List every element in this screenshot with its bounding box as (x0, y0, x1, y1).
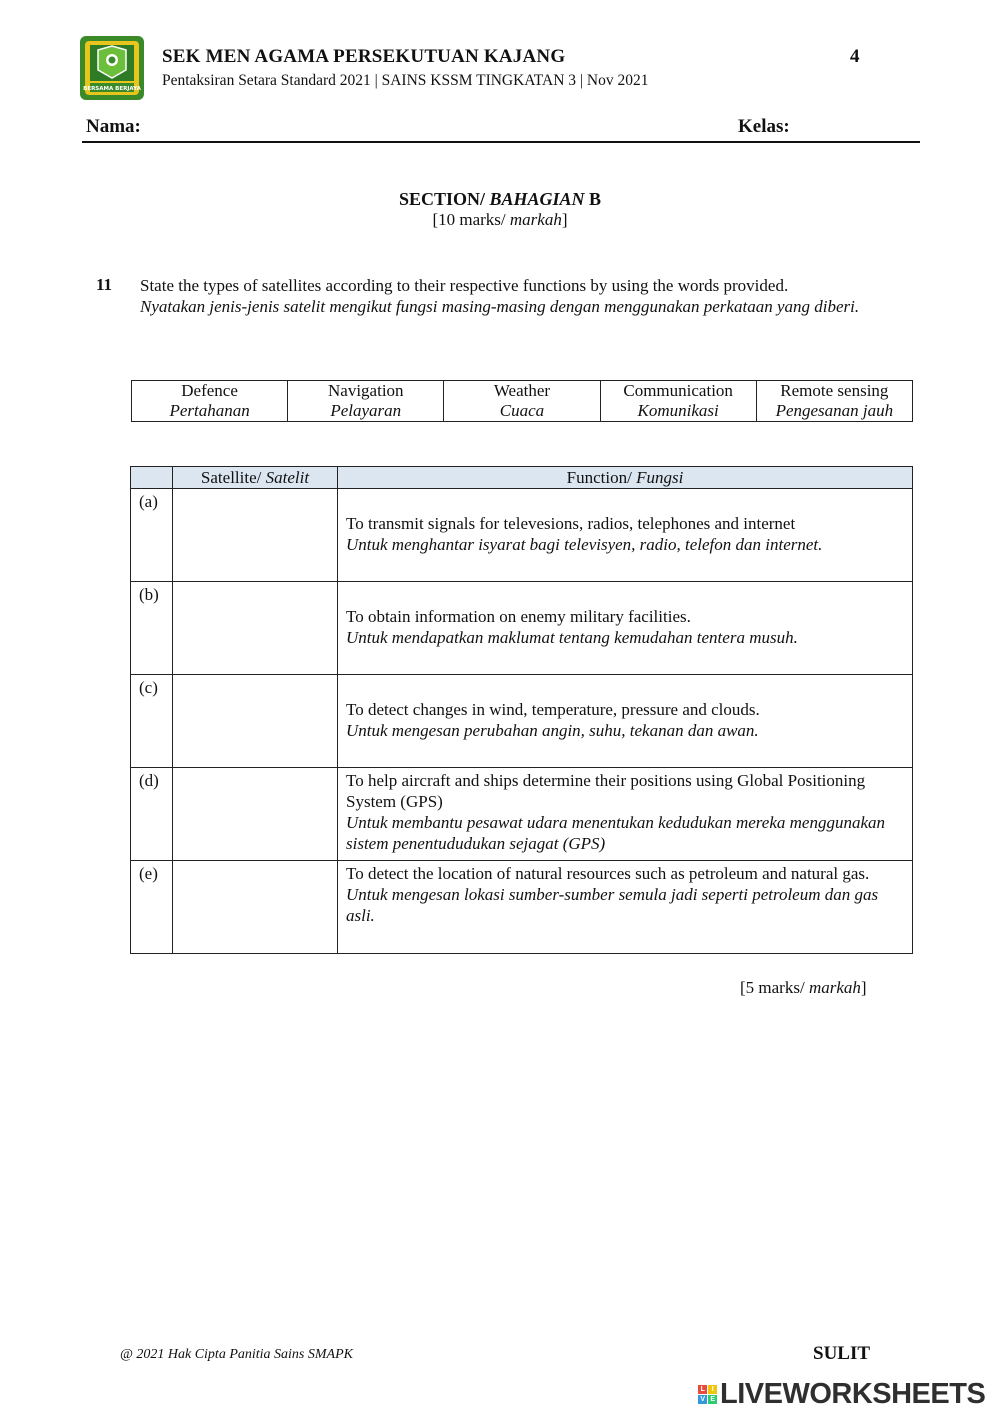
question-text (140, 275, 900, 317)
answer-input[interactable] (173, 861, 338, 954)
word-bank-item[interactable]: Navigation Pelayaran (288, 381, 444, 422)
liveworksheets-logo[interactable] (698, 1378, 985, 1411)
table-row (131, 768, 913, 861)
function-text: To transmit signals for televesions, radios, telephones and internet Untuk menghantar isyarat bagi televisyen, radio, telefon dan internet. (338, 489, 913, 582)
function-text: To detect the location of natural resources such as petroleum and natural gas. Untuk mengesan lokasi sumber-sumber semula jadi seperti petroleum dan gas asli. (338, 861, 913, 954)
word-bank-item[interactable]: Defence Pertahanan (132, 381, 288, 422)
classification-label: SULIT (813, 1343, 871, 1364)
word-bank (131, 380, 913, 422)
row-label: (a) (131, 489, 173, 582)
answer-input[interactable] (173, 582, 338, 675)
table-header-blank (131, 467, 173, 489)
liveworksheets-wordmark: LIVEWORKSHEETS (720, 1378, 986, 1410)
name-label: Nama: (86, 116, 141, 137)
answer-input[interactable] (173, 489, 338, 582)
function-text: To help aircraft and ships determine their positions using Global Positioning System (GPS) Untuk membantu pesawat udara menentukan kedudukan mereka menggunakan sistem penentududukan sejagat (GPS) (338, 768, 913, 861)
question-text-ms: Nyatakan jenis-jenis satelit mengikut fungsi masing-masing dengan menggunakan perkataan yang diberi. (140, 297, 860, 316)
row-label: (c) (131, 675, 173, 768)
question-number: 11 (96, 275, 113, 294)
exam-subtitle: Pentaksiran Setara Standard 2021 | SAINS KSSM TINGKATAN 3 | Nov 2021 (162, 72, 649, 89)
row-label: (b) (131, 582, 173, 675)
section-marks: [10 marks/ markah] (432, 210, 568, 229)
word-bank-item[interactable]: Communication Komunikasi (600, 381, 756, 422)
table-row (131, 582, 913, 675)
answer-input[interactable] (173, 675, 338, 768)
satellite-function-table (130, 466, 913, 954)
table-header-satellite: Satellite/ Satelit (173, 467, 338, 489)
table-row (131, 489, 913, 582)
answer-input[interactable] (173, 768, 338, 861)
copyright-notice: @ 2021 Hak Cipta Panitia Sains SMAPK (120, 1347, 353, 1362)
school-name: SEK MEN AGAMA PERSEKUTUAN KAJANG (162, 46, 566, 67)
row-label: (d) (131, 768, 173, 861)
row-label: (e) (131, 861, 173, 954)
school-crest-logo (78, 34, 146, 102)
page-number: 4 (850, 46, 860, 67)
header-divider (82, 141, 920, 143)
word-bank-item[interactable]: Weather Cuaca (444, 381, 600, 422)
function-text: To obtain information on enemy military facilities. Untuk mendapatkan maklumat tentang kemudahan tentera musuh. (338, 582, 913, 675)
function-text: To detect changes in wind, temperature, pressure and clouds. Untuk mengesan perubahan angin, suhu, tekanan dan awan. (338, 675, 913, 768)
question-total-marks: [5 marks/ markah] (740, 978, 867, 997)
liveworksheets-badge-icon: L I V E (698, 1385, 717, 1404)
table-header-function: Function/ Fungsi (338, 467, 913, 489)
svg-text:BERSAMA BERJAYA: BERSAMA BERJAYA (83, 86, 141, 92)
word-bank-item[interactable]: Remote sensing Pengesanan jauh (756, 381, 912, 422)
table-row (131, 675, 913, 768)
question-text-en: State the types of satellites according to their respective functions by using the words provided. (140, 276, 789, 295)
table-row (131, 861, 913, 954)
section-title: SECTION/ BAHAGIAN B (398, 189, 602, 209)
class-label: Kelas: (738, 116, 790, 137)
